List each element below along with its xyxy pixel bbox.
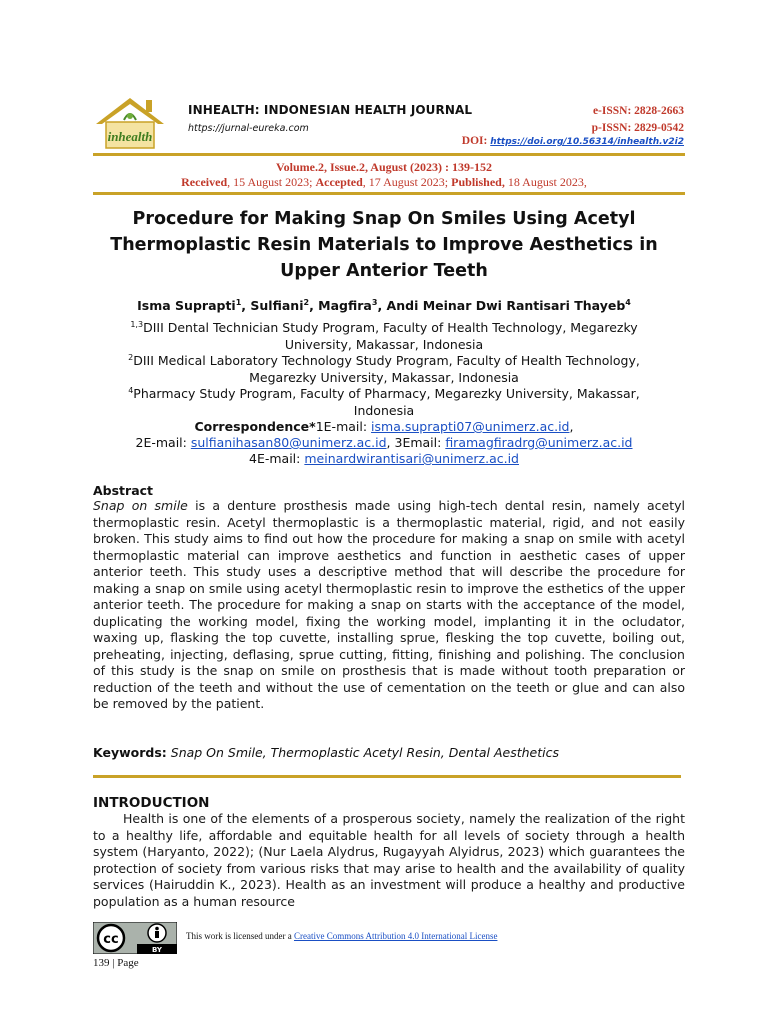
abstract-body: Snap on smile is a denture prosthesis made using high-tech dental resin, namely acetyl thermoplastic resin. Acetyl thermoplastic is a thermoplastic material, rigid, and not easily broken. This study aims to find out how the procedure for making a snap on smile with acetyl thermoplastic material can improve aesthetics and function in aesthetic cases of upper anterior teeth. This study uses a descriptive method that will describe the procedure for making a snap on smile using acetyl thermoplastic resin to improve the esthetics of the upper anterior teeth. The procedure for making a snap on starts with the acceptance of the model, duplicating the working model, fixing the working model, implanting it in the ocludator, waxing up, flasking the top cuvette, installing sprue, flesking the top cuvette, boiling out, preheating, injecting, deflasing, sprue cutting, fitting, finishing and polishing. The conclusion of this study is the snap on smile on prosthesis that is made without tooth preparation or reduction of the teeth and without the use of cementation on the teeth or glue and can also be removed by the patient. [93, 498, 685, 711]
introduction-heading: INTRODUCTION [93, 795, 210, 811]
email-3-link[interactable]: firamagfiradrg@unimerz.ac.id [445, 435, 633, 450]
journal-logo [90, 94, 170, 152]
email-4-link[interactable]: meinardwirantisari@unimerz.ac.id [304, 451, 519, 466]
doi-line [462, 135, 684, 147]
correspondence-line-2: 2E-mail: sulfianihasan80@unimerz.ac.id, 3Email: firamagfiradrg@unimerz.ac.id [135, 435, 633, 450]
abstract-heading: Abstract [93, 483, 154, 498]
correspondence-line-3: 4E-mail: meinardwirantisari@unimerz.ac.id [249, 451, 519, 466]
affiliation-4: $^4$Pharmacy Study Program, Faculty of Pharmacy, Megarezky University, Makassar, Indonesia [128, 385, 640, 418]
correspondence-label: Correspondence* [194, 419, 316, 434]
page-number: 139 | Page [93, 957, 139, 969]
journal-url[interactable]: https://jurnal-eureka.com [188, 123, 309, 134]
issn-block [592, 103, 684, 137]
doi-link[interactable]: https://doi.org/10.56314/inhealth.v2i2 [490, 137, 684, 147]
author-3: Magfira [318, 298, 372, 313]
abstract-divider [93, 775, 681, 778]
svg-text:cc: cc [103, 932, 119, 947]
license-link[interactable]: Creative Commons Attribution 4.0 International License [293, 931, 498, 941]
paper-title: Procedure for Making Snap On Smiles Using Acetyl Thermoplastic Resin Materials to Improve Aesthetics in Upper Anterior Teeth [110, 209, 658, 281]
author-2: Sulfiani [250, 298, 304, 313]
house-logo-icon [90, 94, 170, 152]
license-text: This work is licensed under a Creative Commons Attribution 4.0 International License [186, 931, 498, 941]
p-issn: p-ISSN: 2829-0542 [591, 122, 684, 134]
dates-line: Received, 15 August 2023; Accepted, 17 August 2023; Published, 18 August 2023, [181, 175, 587, 189]
volume-line: Volume.2, Issue.2, August (2023) : 139-152 [276, 160, 492, 174]
introduction-body: Health is one of the elements of a prosperous society, namely the realization of the right to a healthy life, affordable and equitable health for all levels of society through a health system (Haryanto, 2022); (Nur Laela Alydrus, Rugayyah Alyidrus, 2023) which guarantees the protection of society from various risks that may arise to health and the availability of quality services (Hairuddin K., 2023). Health as an investment will produce a healthy and productive population as a human resource [93, 811, 685, 909]
doi-label: DOI: [461, 135, 488, 147]
journal-name: INHEALTH: INDONESIAN HEALTH JOURNAL [188, 103, 473, 117]
creative-commons-icon [93, 922, 177, 954]
email-1-link[interactable]: isma.suprapti07@unimerz.ac.id [371, 419, 570, 434]
header-divider [93, 153, 685, 156]
e-issn: e-ISSN: 2828-2663 [592, 105, 684, 117]
correspondence-line-1: Correspondence*1E-mail: isma.suprapti07@unimerz.ac.id, [194, 419, 574, 434]
header-divider-2 [93, 192, 685, 195]
affiliation-1: $^{1,3}$DIII Dental Technician Study Program, Faculty of Health Technology, Megarezky University, Makassar, Indonesia [130, 319, 638, 352]
svg-text:BY: BY [151, 946, 163, 954]
author-4: Andi Meinar Dwi Rantisari Thayeb [386, 298, 626, 313]
affiliation-2: $^2$DIII Medical Laboratory Technology Study Program, Faculty of Health Technology, Megarezky University, Makassar, Indonesia [128, 352, 640, 385]
cc-by-badge[interactable] [93, 922, 177, 954]
author-list: Isma Suprapti$^1$, Sulfiani$^2$, Magfira$^3$, Andi Meinar Dwi Rantisari Thayeb$^4$ [137, 297, 631, 313]
keywords: Keywords: Snap On Smile, Thermoplastic Acetyl Resin, Dental Aesthetics [93, 745, 559, 760]
author-1: Isma Suprapti [137, 298, 236, 313]
email-2-link[interactable]: sulfianihasan80@unimerz.ac.id [190, 435, 387, 450]
svg-text:inhealth: inhealth [107, 129, 153, 144]
